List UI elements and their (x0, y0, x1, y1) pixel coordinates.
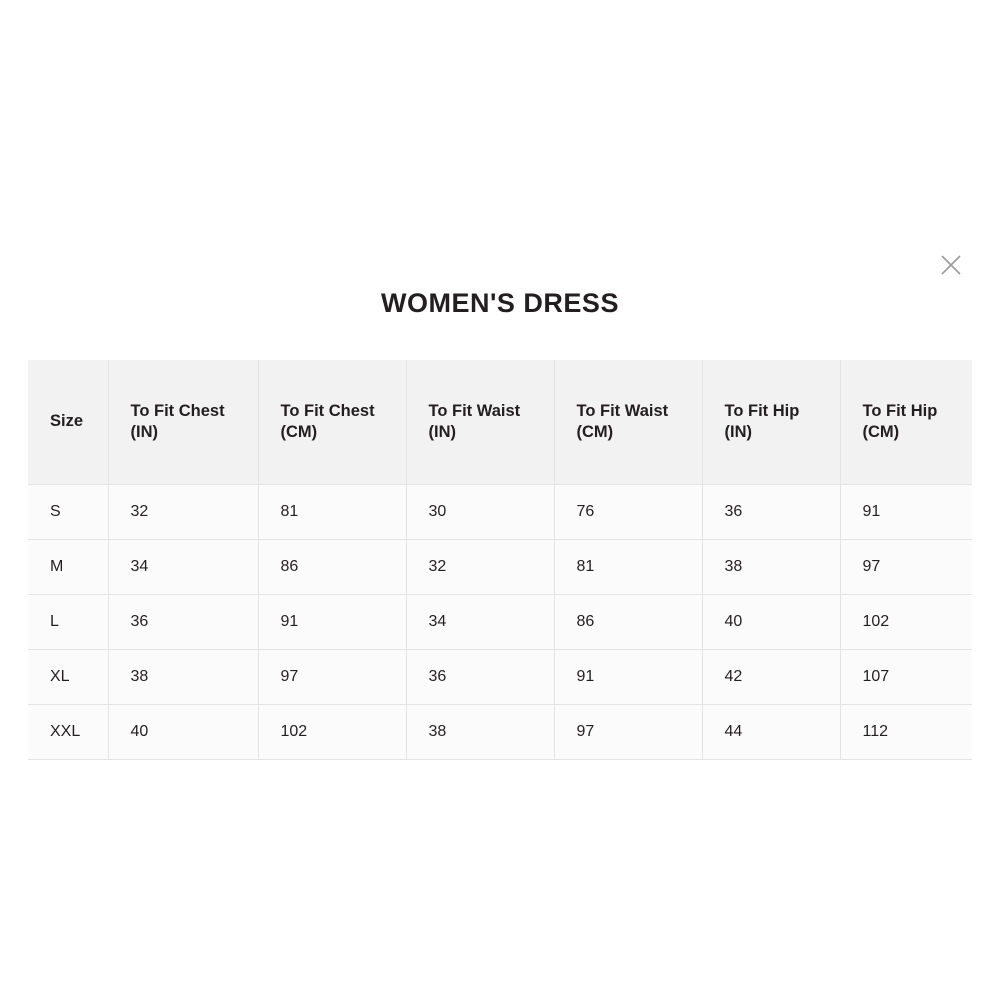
cell-hip-in: 42 (702, 650, 840, 705)
column-header-size: Size (28, 360, 108, 485)
cell-size: XL (28, 650, 108, 705)
cell-size: M (28, 540, 108, 595)
cell-chest-cm: 81 (258, 485, 406, 540)
column-header-waist-cm: To Fit Waist (CM) (554, 360, 702, 485)
cell-waist-in: 36 (406, 650, 554, 705)
cell-chest-in: 34 (108, 540, 258, 595)
column-header-chest-in: To Fit Chest (IN) (108, 360, 258, 485)
cell-hip-in: 44 (702, 705, 840, 760)
cell-hip-in: 36 (702, 485, 840, 540)
cell-chest-cm: 91 (258, 595, 406, 650)
table-header-row (28, 360, 972, 485)
cell-chest-cm: 86 (258, 540, 406, 595)
table-body (28, 485, 972, 760)
table-row (28, 650, 972, 705)
cell-hip-in: 38 (702, 540, 840, 595)
cell-chest-in: 36 (108, 595, 258, 650)
size-chart-table-wrapper (28, 360, 972, 760)
cell-waist-cm: 81 (554, 540, 702, 595)
cell-hip-cm: 112 (840, 705, 972, 760)
cell-size: XXL (28, 705, 108, 760)
cell-waist-in: 34 (406, 595, 554, 650)
cell-waist-cm: 91 (554, 650, 702, 705)
column-header-chest-cm: To Fit Chest (CM) (258, 360, 406, 485)
cell-hip-cm: 97 (840, 540, 972, 595)
cell-hip-in: 40 (702, 595, 840, 650)
cell-chest-cm: 97 (258, 650, 406, 705)
cell-waist-cm: 76 (554, 485, 702, 540)
table-row (28, 705, 972, 760)
cell-hip-cm: 102 (840, 595, 972, 650)
table-row (28, 595, 972, 650)
column-header-waist-in: To Fit Waist (IN) (406, 360, 554, 485)
cell-chest-in: 40 (108, 705, 258, 760)
table-row (28, 540, 972, 595)
cell-chest-cm: 102 (258, 705, 406, 760)
cell-size: L (28, 595, 108, 650)
cell-waist-cm: 97 (554, 705, 702, 760)
size-chart-table (28, 360, 972, 760)
close-icon[interactable] (934, 248, 968, 282)
page-title: WOMEN'S DRESS (381, 288, 619, 318)
table-row (28, 485, 972, 540)
cell-waist-in: 32 (406, 540, 554, 595)
cell-chest-in: 38 (108, 650, 258, 705)
cell-hip-cm: 107 (840, 650, 972, 705)
cell-size: S (28, 485, 108, 540)
cell-waist-in: 38 (406, 705, 554, 760)
cell-chest-in: 32 (108, 485, 258, 540)
column-header-hip-cm: To Fit Hip (CM) (840, 360, 972, 485)
cell-waist-cm: 86 (554, 595, 702, 650)
table-header (28, 360, 972, 485)
cell-waist-in: 30 (406, 485, 554, 540)
cell-hip-cm: 91 (840, 485, 972, 540)
column-header-hip-in: To Fit Hip (IN) (702, 360, 840, 485)
